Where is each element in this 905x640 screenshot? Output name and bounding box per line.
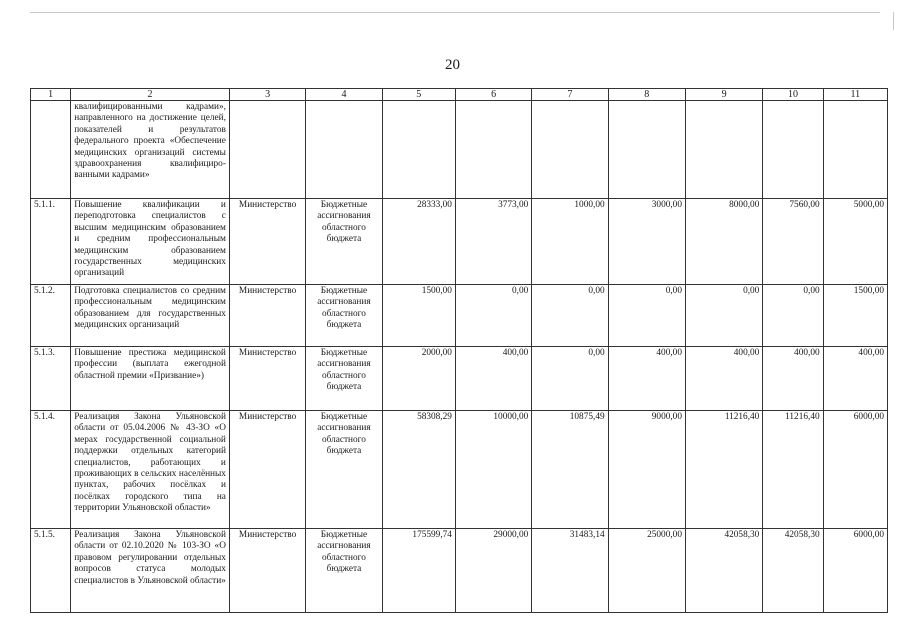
amount-cell: 8000,00 [685, 199, 762, 285]
amount-cell: 400,00 [685, 347, 762, 411]
amount-cell: 0,00 [532, 347, 608, 411]
amount-cell: 400,00 [823, 347, 887, 411]
amount-cell: 42058,30 [685, 529, 762, 613]
program-table [30, 88, 888, 613]
value-cell [382, 101, 455, 199]
table-row [31, 199, 888, 285]
amount-cell: 2000,00 [382, 347, 455, 411]
continuation-row [31, 101, 888, 199]
executor-cell [229, 101, 305, 199]
amount-cell: 0,00 [455, 285, 531, 347]
activity-name: Подготовка специалистов со средним профессиональным медицинским образованием для государственных медицинских организаций [71, 285, 230, 347]
executor: Министерство [229, 529, 305, 613]
funding-source: Бюджетные ассигнования областного бюджета [306, 347, 382, 411]
amount-cell: 1500,00 [823, 285, 887, 347]
column-number: 5 [382, 89, 455, 101]
amount-cell: 0,00 [532, 285, 608, 347]
row-number-cell [31, 101, 71, 199]
executor: Министерство [229, 285, 305, 347]
amount-cell: 25000,00 [608, 529, 685, 613]
column-number: 9 [685, 89, 762, 101]
amount-cell: 10875,49 [532, 411, 608, 529]
amount-cell: 42058,30 [763, 529, 823, 613]
amount-cell: 3000,00 [608, 199, 685, 285]
value-cell [455, 101, 531, 199]
amount-cell: 0,00 [685, 285, 762, 347]
row-number: 5.1.3. [31, 347, 71, 411]
amount-cell: 400,00 [608, 347, 685, 411]
executor: Министерство [229, 411, 305, 529]
column-number: 8 [608, 89, 685, 101]
amount-cell: 1000,00 [532, 199, 608, 285]
column-number-row [31, 89, 888, 101]
column-number: 4 [306, 89, 382, 101]
executor: Министерство [229, 199, 305, 285]
page-number: 20 [445, 57, 460, 73]
row-number: 5.1.5. [31, 529, 71, 613]
table-row [31, 529, 888, 613]
row-number: 5.1.1. [31, 199, 71, 285]
amount-cell: 175599,74 [382, 529, 455, 613]
amount-cell: 6000,00 [823, 529, 887, 613]
amount-cell: 3773,00 [455, 199, 531, 285]
column-number: 2 [71, 89, 230, 101]
executor: Министерство [229, 347, 305, 411]
amount-cell: 58308,29 [382, 411, 455, 529]
table-row [31, 285, 888, 347]
amount-cell: 5000,00 [823, 199, 887, 285]
funding-source: Бюджетные ассигнования областного бюджета [306, 285, 382, 347]
amount-cell: 1500,00 [382, 285, 455, 347]
activity-name: Реализация Закона Ульяновской области от 02.10.2020 № 103-ЗО «О правовом регулировании отдельных вопросов статуса молодых специалистов в Ульяновской области» [71, 529, 230, 613]
funding-source: Бюджетные ассигнования областного бюджета [306, 199, 382, 285]
amount-cell: 11216,40 [685, 411, 762, 529]
activity-name: Реализация Закона Ульяновской области от 05.04.2006 № 43-ЗО «О мерах государственной социальной поддержки отдельных категорий специалистов, работающих и проживающих в сельских населённых пунктах, рабочих посёлках и посёлках городского типа на территории Ульяновской области» [71, 411, 230, 529]
activity-name: Повышение престижа медицинской профессии (выплата ежегодной областной премии «Призвание») [71, 347, 230, 411]
table-row [31, 347, 888, 411]
amount-cell: 400,00 [455, 347, 531, 411]
amount-cell: 29000,00 [455, 529, 531, 613]
row-number: 5.1.4. [31, 411, 71, 529]
source-cell [306, 101, 382, 199]
column-number: 10 [763, 89, 823, 101]
amount-cell: 11216,40 [763, 411, 823, 529]
funding-source: Бюджетные ассигнования областного бюджета [306, 529, 382, 613]
amount-cell: 0,00 [763, 285, 823, 347]
column-number: 7 [532, 89, 608, 101]
amount-cell: 6000,00 [823, 411, 887, 529]
value-cell [608, 101, 685, 199]
column-number: 11 [823, 89, 887, 101]
column-number: 6 [455, 89, 531, 101]
value-cell [685, 101, 762, 199]
value-cell [823, 101, 887, 199]
table-row [31, 411, 888, 529]
amount-cell: 28333,00 [382, 199, 455, 285]
funding-source: Бюджетные ассигнования областного бюджета [306, 411, 382, 529]
value-cell [532, 101, 608, 199]
column-number: 1 [31, 89, 71, 101]
amount-cell: 0,00 [608, 285, 685, 347]
row-number: 5.1.2. [31, 285, 71, 347]
scan-border-top [30, 12, 880, 13]
amount-cell: 7560,00 [763, 199, 823, 285]
amount-cell: 9000,00 [608, 411, 685, 529]
column-number: 3 [229, 89, 305, 101]
scan-border-right [893, 12, 894, 30]
amount-cell: 400,00 [763, 347, 823, 411]
activity-name: квалифицированными кадрами», направленного на достижение целей, показателей и результатов федерального проекта «Обеспечение медицинских организаций системы здравоохранения квалифицированными кадрами» [71, 101, 230, 199]
value-cell [763, 101, 823, 199]
amount-cell: 31483,14 [532, 529, 608, 613]
amount-cell: 10000,00 [455, 411, 531, 529]
activity-name: Повышение квалификации и переподготовка специалистов с высшим медицинским образованием и средним профессиональным медицинским образованием государственных медицинских организаций [71, 199, 230, 285]
